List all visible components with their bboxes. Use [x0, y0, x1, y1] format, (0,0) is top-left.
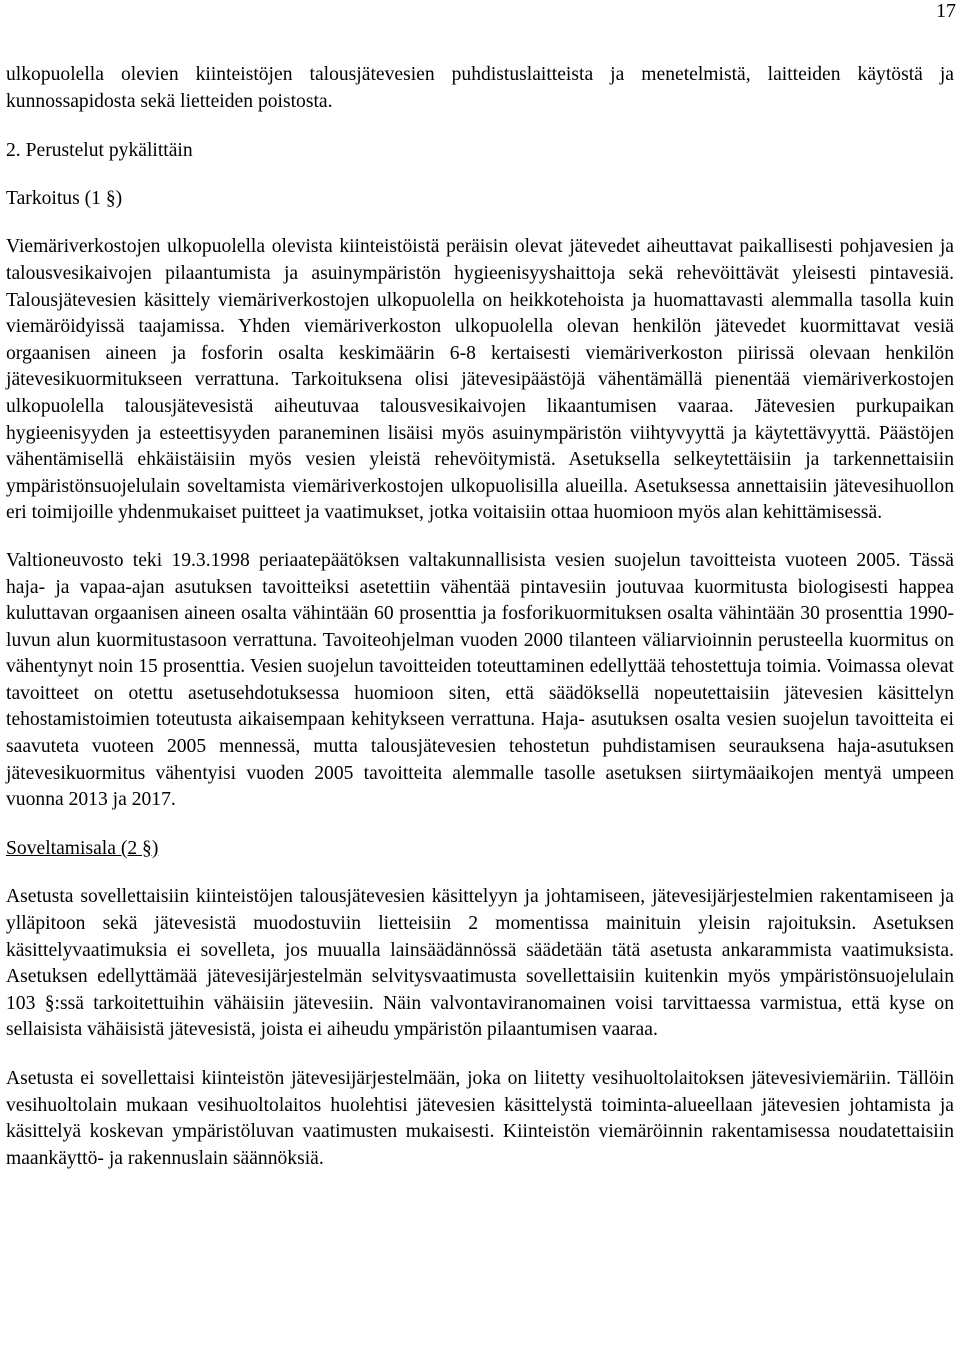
- scope-paragraph-1: Asetusta sovellettaisiin kiinteistöjen talousjätevesien käsittelyyn ja johtamiseen, jätevesijärjestelmien rakentamiseen ja ylläpitoon sekä jätevesistä muodostuviin lietteisiin 2 momentissa mainituin yleisin rajoituksin. Asetuksen käsittelyvaatimuksia ei sovelleta, jos muualla lainsäädännössä säädetään tätä asetusta ankarammista vaatimuksista. Asetuksen edellyttämää jätevesijärjestelmän selvitysvaatimusta sovellettaisiin kuitenkin myös ympäristönsuojelulain 103 §:ssä tarkoitettuihin vähäisiin jätevesiin. Näin valvontaviranomainen voisi tarvittaessa varmistua, että kyse on sellaisista vähäisistä jätevesistä, joista ei aiheudu ympäristön pilaantumisen vaaraa.: [6, 886, 954, 1041]
- purpose-paragraph-2: Valtioneuvosto teki 19.3.1998 periaatepäätöksen valtakunnallisista vesien suojelun tavoitteista vuoteen 2005. Tässä haja- ja vapaa-ajan asutuksen tavoitteiksi asetettiin vähentää pintavesiin joutuvaa kuormitusta biologisesti happea kuluttavan orgaanisen aineen osalta vähintään 60 prosenttia ja fosforikuormituksen osalta vähintään 30 prosenttia 1990-luvun alun kuormitustasoon verrattuna. Tavoiteohjelman vuoden 2000 tilanteen väliarvioinnin perusteella kuormitus on vähentynyt noin 15 prosenttia. Vesien suojelun tavoitteiden toteuttaminen edellyttää tehostettuja toimia. Voimassa olevat tavoitteet on otettu asetusehdotuksessa huomioon siten, että säädöksellä nopeutettaisiin jätevesien käsittelyn tehostamistoimien toteutusta aikaisempaan kehitykseen verrattuna. Haja- asutuksen osalta vesien suojelun tavoitteita ei saavuteta vuoteen 2005 mennessä, mutta talousjätevesien tehostetun puhdistamisen seurauksena haja-asutuksen jätevesikuormitus vähentyisi vuoden 2005 tavoitteita alemmalle tasolle asetuksen siirtymäaikojen mentyä umpeen vuonna 2013 ja 2017.: [6, 549, 954, 811]
- scope-heading-text: Soveltamisala (2 §): [6, 837, 159, 859]
- page-number: 17: [936, 0, 956, 22]
- intro-paragraph: ulkopuolella olevien kiinteistöjen talousjätevesien puhdistuslaitteista ja menetelmistä, laitteiden käytöstä ja kunnossapidosta sekä lietteiden poistosta.: [6, 64, 954, 112]
- document-body: [6, 62, 954, 1172]
- purpose-paragraph-1: Viemäriverkostojen ulkopuolella olevista kiinteistöistä peräisin olevat jätevedet aiheuttavat paikallisesti pohjavesien ja talousvesikaivojen pilaantumista ja asuinympäristön hygieenisyyshaittoja sekä rehevöittävät yleisesti pintavesiä. Talousjätevesien käsittely viemäriverkostojen ulkopuolella on heikkotehoista ja huomattavasti alemmalla tasolla kuin viemäröidyissä taajamissa. Yhden viemäriverkoston ulkopuolella olevan henkilön jätevedet kuormittavat vesiä orgaanisen aineen ja fosforin osalta keskimäärin 6-8 kertaisesti viemäriverkoston piirissä olevaan henkilön jätevesikuormitukseen verrattuna. Tarkoituksena olisi jätevesipäästöjä vähentämällä pienentää viemäriverkostojen ulkopuolella talousjätevesistä aiheutuvaa talousvesikaivojen likaantumisen vaaraa. Jätevesien purkupaikan hygieenisyyden ja esteettisyyden paraneminen lisäisi myös asuinympäristön viihtyvyyttä ja käytettävyyttä. Päästöjen vähentämisellä ehkäistäisiin myös vesien yleistä rehevöitymistä. Asetuksella selkeytettäisiin ja tarkennettaisiin ympäristönsuojelulain soveltamista viemäriverkostojen ulkopuolisilla alueilla. Asetuksessa annettaisiin jätevesihuollon eri toimijoille yhdenmukaiset puitteet ja vaatimukset, jotka voitaisiin ottaa huomioon myös alan kehittämisessä.: [6, 236, 954, 524]
- purpose-heading: Tarkoitus (1 §): [6, 187, 123, 209]
- section-heading: 2. Perustelut pykälittäin: [6, 140, 193, 162]
- scope-heading: [6, 836, 954, 863]
- scope-paragraph-2: Asetusta ei sovellettaisi kiinteistön jätevesijärjestelmään, joka on liitetty vesihuoltolaitoksen jätevesiviemäriin. Tällöin vesihuoltolain mukaan vesihuoltolaitos huolehtisi jätevesien käsittelystä toiminta-alueellaan jätevesien johtamista ja käsittelyä koskevan ympäristöluvan vaatimusten mukaisesti. Kiinteistön viemäröinnin rakentamisessa noudatettaisiin maankäyttö- ja rakennuslain säännöksiä.: [6, 1068, 954, 1169]
